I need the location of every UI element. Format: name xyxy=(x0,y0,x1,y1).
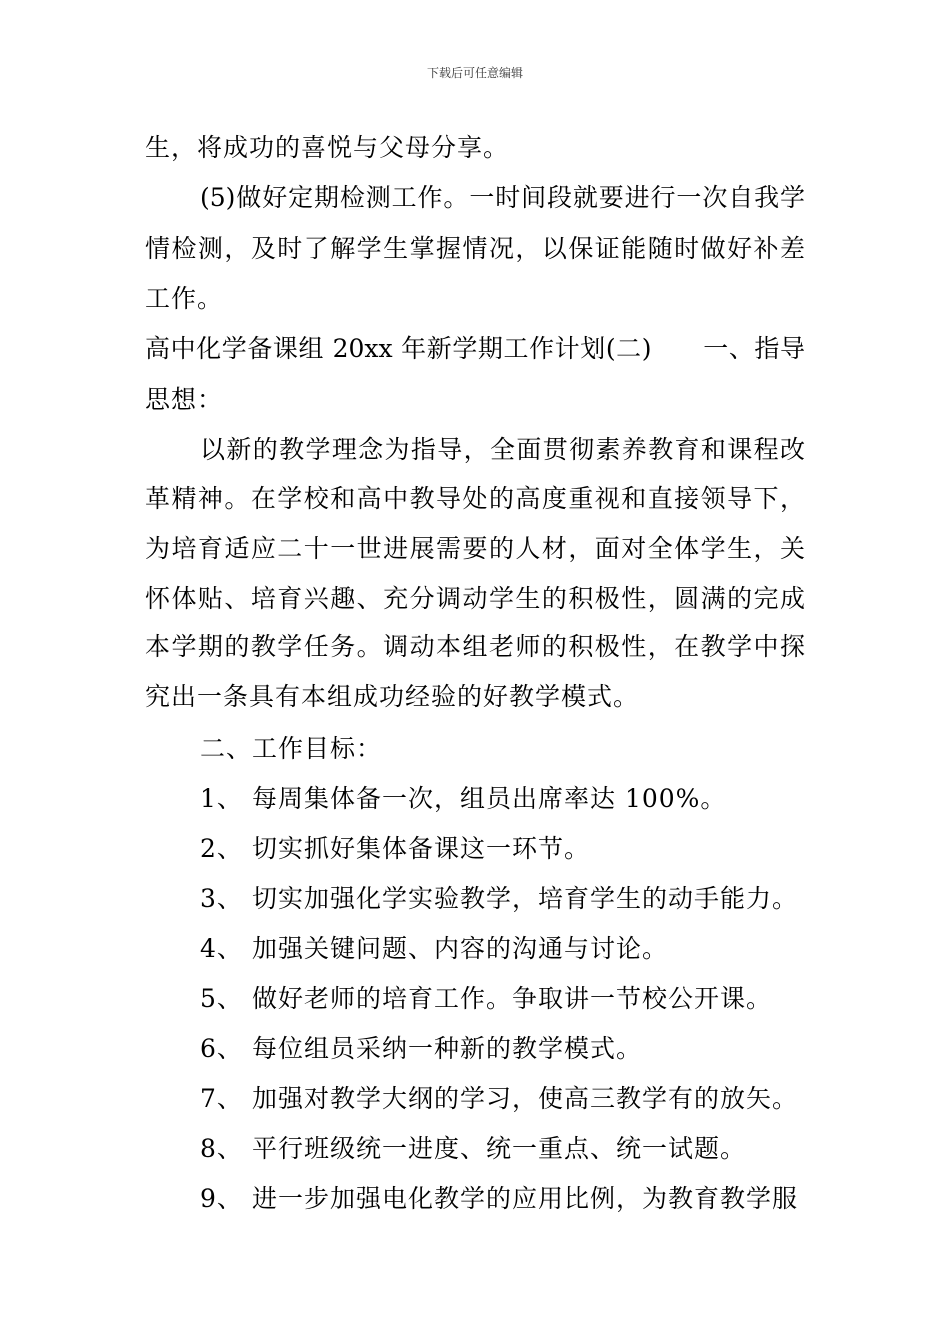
goal-item xyxy=(200,1034,642,1064)
goal-text: 切实加强化学实验教学，培育学生的动手能力。 xyxy=(252,884,799,913)
paragraph-line: 怀体贴、培育兴趣、充分调动学生的积极性，圆满的完成 xyxy=(145,584,805,613)
section-title-line: 高中化学备课组 20xx 年新学期工作计划(二) 一、指导 xyxy=(145,334,805,363)
paragraph-line: 情检测，及时了解学生掌握情况，以保证能随时做好补差 xyxy=(145,234,805,263)
goal-number: 5、 xyxy=(200,984,243,1013)
goal-text: 平行班级统一进度、统一重点、统一试题。 xyxy=(252,1134,747,1163)
goal-text: 切实抓好集体备课这一环节。 xyxy=(252,834,591,863)
goal-item xyxy=(200,934,668,964)
paragraph-line: 为培育适应二十一世进展需要的人材，面对全体学生，关 xyxy=(145,534,805,563)
goal-number: 2、 xyxy=(200,834,243,863)
page-header: 下载后可任意编辑 xyxy=(426,66,523,80)
goal-number: 3、 xyxy=(200,884,243,913)
section-heading: 二、工作目标： xyxy=(200,734,383,763)
paragraph-line: (5)做好定期检测工作。一时间段就要进行一次自我学 xyxy=(200,183,805,212)
paragraph-line: 以新的教学理念为指导，全面贯彻素养教育和课程改 xyxy=(200,435,805,464)
goal-item xyxy=(200,834,590,864)
paragraph-line: 思想： xyxy=(145,385,224,414)
goal-item xyxy=(200,784,726,814)
goal-number: 9、 xyxy=(200,1184,243,1213)
goal-text: 进一步加强电化教学的应用比例，为教育教学服 xyxy=(252,1184,799,1213)
goal-text: 每周集体备一次，组员出席率达 100%。 xyxy=(252,784,727,813)
goal-text: 每位组员采纳一种新的教学模式。 xyxy=(252,1034,643,1063)
goal-item xyxy=(200,1134,746,1164)
paragraph-line: 革精神。在学校和高中教导处的高度重视和直接领导下， xyxy=(145,484,805,513)
goal-number: 1、 xyxy=(200,784,243,813)
goal-item xyxy=(200,1084,798,1114)
goal-text: 做好老师的培育工作。争取讲一节校公开课。 xyxy=(252,984,773,1013)
goal-number: 7、 xyxy=(200,1084,243,1113)
goal-number: 6、 xyxy=(200,1034,243,1063)
goal-item xyxy=(200,984,772,1014)
goal-number: 4、 xyxy=(200,934,243,963)
goal-number: 8、 xyxy=(200,1134,243,1163)
goal-text: 加强关键问题、内容的沟通与讨论。 xyxy=(252,934,669,963)
goal-item xyxy=(200,1184,798,1214)
paragraph-line: 生，将成功的喜悦与父母分享。 xyxy=(145,133,510,162)
goal-text: 加强对教学大纲的学习，使高三教学有的放矢。 xyxy=(252,1084,799,1113)
paragraph-line: 究出一条具有本组成功经验的好教学模式。 xyxy=(145,682,640,711)
paragraph-line: 工作。 xyxy=(145,284,224,313)
paragraph-line: 本学期的教学任务。调动本组老师的积极性，在教学中探 xyxy=(145,632,805,661)
goal-item xyxy=(200,884,798,914)
